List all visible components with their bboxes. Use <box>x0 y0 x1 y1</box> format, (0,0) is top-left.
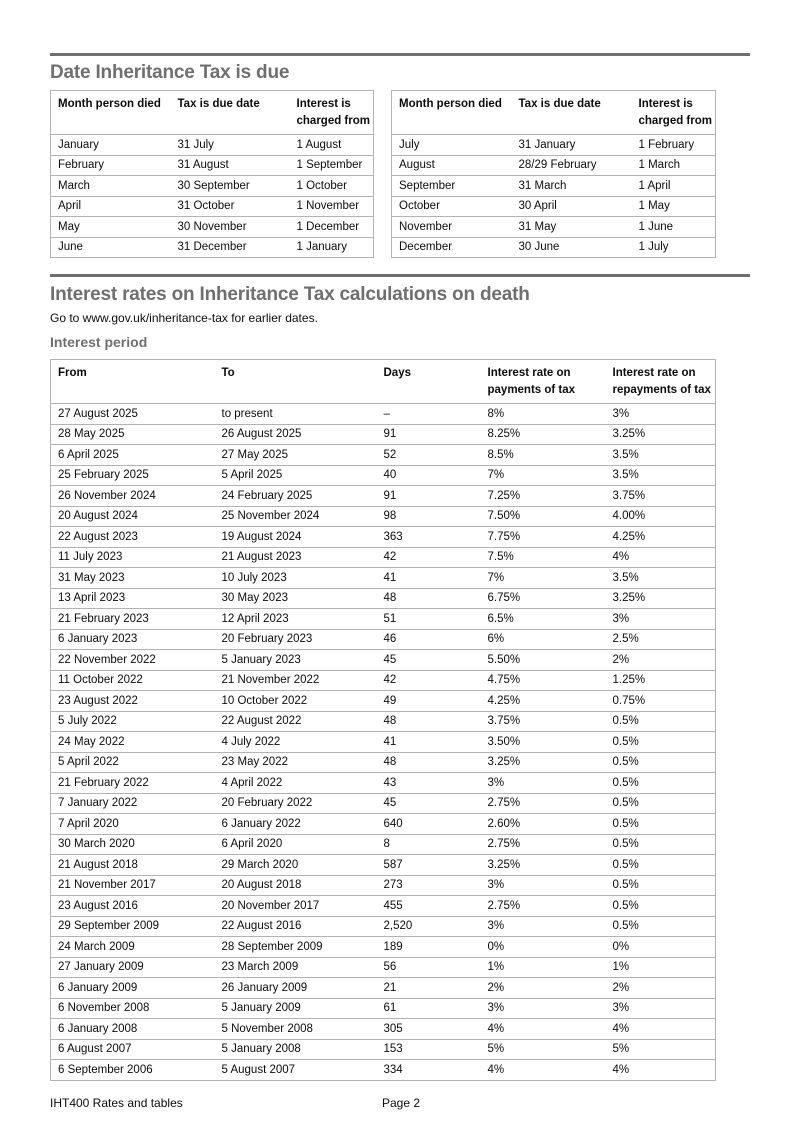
table-cell: 5 January 2009 <box>215 998 377 1019</box>
section-divider-middle <box>50 274 750 277</box>
table-row <box>51 650 716 671</box>
table-cell: 26 August 2025 <box>215 424 377 445</box>
table-cell: 6% <box>481 629 606 650</box>
table-cell: September <box>392 176 512 197</box>
table-cell: 22 August 2022 <box>215 711 377 732</box>
table-cell: 2.75% <box>481 834 606 855</box>
table-row <box>51 793 716 814</box>
table-cell: to present <box>215 404 377 425</box>
table-cell: 6 November 2008 <box>51 998 215 1019</box>
table-cell: 23 August 2016 <box>51 896 215 917</box>
table-cell: 3.25% <box>481 855 606 876</box>
table-row <box>51 814 716 835</box>
table-cell: 8 <box>377 834 481 855</box>
table-cell: 41 <box>377 732 481 753</box>
table-cell: 31 August <box>171 155 290 176</box>
table-cell: 21 August 2018 <box>51 855 215 876</box>
table-cell: 11 July 2023 <box>51 547 215 568</box>
table-cell: 5 April 2025 <box>215 465 377 486</box>
table-row <box>51 486 716 507</box>
table-cell: 2% <box>606 978 716 999</box>
table-cell: 0.5% <box>606 855 716 876</box>
table-row <box>51 404 716 425</box>
due-date-heading: Date Inheritance Tax is due <box>50 62 290 83</box>
header-tax-due-date: Tax is due date <box>518 98 601 110</box>
table-cell: 0.5% <box>606 875 716 896</box>
table-cell: 45 <box>377 793 481 814</box>
table-cell: 1 February <box>632 135 716 156</box>
table-cell: 5 July 2022 <box>51 711 215 732</box>
table-cell: 28 September 2009 <box>215 937 377 958</box>
table-cell: 27 January 2009 <box>51 957 215 978</box>
table-cell: 30 April <box>512 196 632 217</box>
table-cell: 31 October <box>171 196 290 217</box>
table-cell: 22 November 2022 <box>51 650 215 671</box>
table-cell: 7.75% <box>481 527 606 548</box>
table-cell: 7% <box>481 465 606 486</box>
table-cell: 26 November 2024 <box>51 486 215 507</box>
table-cell: 61 <box>377 998 481 1019</box>
table-cell: 8.5% <box>481 445 606 466</box>
table-cell: 0.5% <box>606 711 716 732</box>
table-row <box>51 732 716 753</box>
table-cell: 31 January <box>512 135 632 156</box>
header-interest-from: Interest is charged from <box>296 98 370 127</box>
table-cell: 5 November 2008 <box>215 1019 377 1040</box>
table-row <box>51 465 716 486</box>
table-cell: 22 August 2016 <box>215 916 377 937</box>
table-cell: 3% <box>481 773 606 794</box>
table-row <box>392 237 716 258</box>
table-cell: 6 January 2023 <box>51 629 215 650</box>
table-cell: November <box>392 217 512 238</box>
table-cell: 21 November 2022 <box>215 670 377 691</box>
table-row <box>51 834 716 855</box>
table-cell: 3.75% <box>606 486 716 507</box>
table-cell: 0.5% <box>606 773 716 794</box>
table-cell: 29 March 2020 <box>215 855 377 876</box>
table-cell: 24 February 2025 <box>215 486 377 507</box>
table-cell: 8% <box>481 404 606 425</box>
table-cell: 13 April 2023 <box>51 588 215 609</box>
table-cell: 25 February 2025 <box>51 465 215 486</box>
table-cell: 7.50% <box>481 506 606 527</box>
table-cell: 30 March 2020 <box>51 834 215 855</box>
table-cell: 8.25% <box>481 424 606 445</box>
table-cell: 0.5% <box>606 896 716 917</box>
table-cell: 20 February 2023 <box>215 629 377 650</box>
table-row <box>51 896 716 917</box>
table-cell: 3.5% <box>606 568 716 589</box>
interest-period-subheading: Interest period <box>50 334 148 350</box>
table-row <box>51 711 716 732</box>
table-cell: 5 January 2008 <box>215 1039 377 1060</box>
table-cell: 153 <box>377 1039 481 1060</box>
table-row <box>51 609 716 630</box>
table-cell: 28 May 2025 <box>51 424 215 445</box>
table-header-row <box>392 91 716 135</box>
table-cell: 31 July <box>171 135 290 156</box>
table-cell: 26 January 2009 <box>215 978 377 999</box>
table-row <box>392 176 716 197</box>
table-cell: 4% <box>606 547 716 568</box>
due-date-table-right <box>391 90 716 258</box>
table-cell: 5 August 2007 <box>215 1060 377 1081</box>
table-cell: 1 August <box>290 135 374 156</box>
table-row <box>392 135 716 156</box>
table-cell: 28/29 February <box>512 155 632 176</box>
table-header-row <box>51 91 374 135</box>
table-cell: 4.00% <box>606 506 716 527</box>
table-cell: 46 <box>377 629 481 650</box>
table-cell: 3% <box>481 916 606 937</box>
table-cell: 0.5% <box>606 834 716 855</box>
table-cell: 3.75% <box>481 711 606 732</box>
table-cell: 2.75% <box>481 793 606 814</box>
table-cell: 20 February 2022 <box>215 793 377 814</box>
header-days: Days <box>383 367 411 379</box>
table-cell: 91 <box>377 486 481 507</box>
table-cell: 22 August 2023 <box>51 527 215 548</box>
header-tax-due-date: Tax is due date <box>177 98 260 110</box>
table-cell: January <box>51 135 171 156</box>
header-from: From <box>58 367 87 379</box>
table-row <box>51 568 716 589</box>
table-cell: 23 March 2009 <box>215 957 377 978</box>
table-cell: 43 <box>377 773 481 794</box>
table-cell: 7.5% <box>481 547 606 568</box>
table-cell: 48 <box>377 711 481 732</box>
table-cell: 1% <box>481 957 606 978</box>
earlier-dates-note: Go to www.gov.uk/inheritance-tax for earlier dates. <box>50 311 318 325</box>
due-date-table-left <box>50 90 374 258</box>
footer-form-name: IHT400 Rates and tables <box>50 1096 183 1110</box>
table-cell: 30 November <box>171 217 290 238</box>
interest-rates-heading: Interest rates on Inheritance Tax calculations on death <box>50 284 530 305</box>
table-cell: 4% <box>606 1060 716 1081</box>
table-cell: 10 July 2023 <box>215 568 377 589</box>
table-cell: 3.5% <box>606 465 716 486</box>
table-cell: 3% <box>481 875 606 896</box>
table-cell: 7.25% <box>481 486 606 507</box>
table-row <box>51 998 716 1019</box>
table-row <box>51 237 374 258</box>
table-cell: 7 January 2022 <box>51 793 215 814</box>
table-cell: 31 December <box>171 237 290 258</box>
table-cell: 41 <box>377 568 481 589</box>
table-cell: 4.25% <box>481 691 606 712</box>
table-cell: 1 November <box>290 196 374 217</box>
table-cell: 2.5% <box>606 629 716 650</box>
table-cell: 2.75% <box>481 896 606 917</box>
table-row <box>51 752 716 773</box>
table-cell: 27 May 2025 <box>215 445 377 466</box>
table-row <box>51 670 716 691</box>
table-row <box>51 527 716 548</box>
table-row <box>51 1019 716 1040</box>
table-cell: 273 <box>377 875 481 896</box>
table-cell: 0.5% <box>606 752 716 773</box>
table-cell: 51 <box>377 609 481 630</box>
table-cell: 31 March <box>512 176 632 197</box>
table-cell: 3.25% <box>481 752 606 773</box>
table-cell: 363 <box>377 527 481 548</box>
table-cell: 2% <box>606 650 716 671</box>
header-to: To <box>221 367 235 379</box>
table-cell: 21 <box>377 978 481 999</box>
footer-page-number: Page 2 <box>382 1096 421 1110</box>
table-cell: 31 May 2023 <box>51 568 215 589</box>
table-cell: 6 April 2025 <box>51 445 215 466</box>
table-row <box>51 155 374 176</box>
table-row <box>51 629 716 650</box>
table-cell: 4 July 2022 <box>215 732 377 753</box>
table-cell: 23 August 2022 <box>51 691 215 712</box>
table-cell: 23 May 2022 <box>215 752 377 773</box>
table-cell: 1.25% <box>606 670 716 691</box>
table-cell: 5 January 2023 <box>215 650 377 671</box>
table-row <box>51 176 374 197</box>
table-cell: 30 May 2023 <box>215 588 377 609</box>
table-cell: – <box>377 404 481 425</box>
table-row <box>51 875 716 896</box>
table-row <box>51 506 716 527</box>
table-cell: 48 <box>377 588 481 609</box>
table-cell: 640 <box>377 814 481 835</box>
table-cell: 1 June <box>632 217 716 238</box>
table-cell: 3.25% <box>606 588 716 609</box>
table-cell: 3% <box>606 998 716 1019</box>
table-cell: 1 October <box>290 176 374 197</box>
table-cell: 0.75% <box>606 691 716 712</box>
table-row <box>51 445 716 466</box>
table-cell: 0.5% <box>606 814 716 835</box>
table-cell: 21 February 2023 <box>51 609 215 630</box>
table-row <box>51 424 716 445</box>
table-cell: 42 <box>377 670 481 691</box>
table-cell: 3% <box>606 609 716 630</box>
table-cell: October <box>392 196 512 217</box>
table-cell: 0% <box>606 937 716 958</box>
table-cell: 27 August 2025 <box>51 404 215 425</box>
section-divider-top <box>50 53 750 56</box>
table-cell: 0.5% <box>606 916 716 937</box>
table-cell: 21 November 2017 <box>51 875 215 896</box>
table-cell: 305 <box>377 1019 481 1040</box>
table-cell: 0% <box>481 937 606 958</box>
table-cell: 6.75% <box>481 588 606 609</box>
table-cell: 21 February 2022 <box>51 773 215 794</box>
table-cell: 25 November 2024 <box>215 506 377 527</box>
header-month-died: Month person died <box>58 98 161 110</box>
table-cell: 30 June <box>512 237 632 258</box>
table-cell: 587 <box>377 855 481 876</box>
table-cell: 30 September <box>171 176 290 197</box>
table-row <box>51 937 716 958</box>
header-rate-repayments: Interest rate on repayments of tax <box>612 367 711 396</box>
interest-rates-body <box>51 404 716 1081</box>
table-cell: 24 March 2009 <box>51 937 215 958</box>
table-row <box>51 1060 716 1081</box>
table-cell: 4% <box>481 1019 606 1040</box>
interest-rates-table <box>50 359 716 1081</box>
table-cell: 6 April 2020 <box>215 834 377 855</box>
table-cell: 6 January 2022 <box>215 814 377 835</box>
table-cell: 3% <box>606 404 716 425</box>
table-row <box>51 217 374 238</box>
table-row <box>51 916 716 937</box>
table-cell: 20 August 2024 <box>51 506 215 527</box>
table-cell: 5 April 2022 <box>51 752 215 773</box>
table-cell: 2.60% <box>481 814 606 835</box>
table-cell: 334 <box>377 1060 481 1081</box>
table-row <box>51 135 374 156</box>
table-cell: July <box>392 135 512 156</box>
table-row <box>51 957 716 978</box>
table-row <box>392 196 716 217</box>
table-row <box>392 217 716 238</box>
table-cell: 31 May <box>512 217 632 238</box>
table-cell: 4.75% <box>481 670 606 691</box>
table-cell: 48 <box>377 752 481 773</box>
header-interest-from: Interest is charged from <box>638 98 712 127</box>
table-cell: 24 May 2022 <box>51 732 215 753</box>
table-cell: 1 April <box>632 176 716 197</box>
table-cell: 20 August 2018 <box>215 875 377 896</box>
due-date-right-body <box>392 135 716 258</box>
table-row <box>51 1039 716 1060</box>
table-row <box>392 155 716 176</box>
table-cell: 4.25% <box>606 527 716 548</box>
table-cell: 455 <box>377 896 481 917</box>
table-cell: December <box>392 237 512 258</box>
table-cell: 49 <box>377 691 481 712</box>
table-cell: 0.5% <box>606 732 716 753</box>
table-row <box>51 855 716 876</box>
table-cell: June <box>51 237 171 258</box>
table-cell: 1 September <box>290 155 374 176</box>
table-row <box>51 547 716 568</box>
table-cell: 3.50% <box>481 732 606 753</box>
table-cell: 42 <box>377 547 481 568</box>
table-cell: February <box>51 155 171 176</box>
table-cell: 6 September 2006 <box>51 1060 215 1081</box>
table-cell: 1 January <box>290 237 374 258</box>
table-header-row <box>51 360 716 404</box>
table-cell: 19 August 2024 <box>215 527 377 548</box>
table-cell: April <box>51 196 171 217</box>
header-rate-payments: Interest rate on payments of tax <box>487 367 576 396</box>
table-cell: 1 December <box>290 217 374 238</box>
table-cell: 20 November 2017 <box>215 896 377 917</box>
table-cell: 6 January 2009 <box>51 978 215 999</box>
table-cell: 4 April 2022 <box>215 773 377 794</box>
table-row <box>51 978 716 999</box>
table-cell: August <box>392 155 512 176</box>
table-cell: 91 <box>377 424 481 445</box>
table-cell: May <box>51 217 171 238</box>
table-cell: 4% <box>481 1060 606 1081</box>
table-cell: 3% <box>481 998 606 1019</box>
table-row <box>51 773 716 794</box>
table-cell: 45 <box>377 650 481 671</box>
table-cell: 56 <box>377 957 481 978</box>
table-cell: 2,520 <box>377 916 481 937</box>
table-cell: 6 August 2007 <box>51 1039 215 1060</box>
table-cell: 21 August 2023 <box>215 547 377 568</box>
table-cell: 10 October 2022 <box>215 691 377 712</box>
table-cell: 1 March <box>632 155 716 176</box>
table-cell: 5% <box>606 1039 716 1060</box>
table-cell: 98 <box>377 506 481 527</box>
due-date-left-body <box>51 135 374 258</box>
table-cell: 1 July <box>632 237 716 258</box>
table-cell: 1% <box>606 957 716 978</box>
table-cell: 2% <box>481 978 606 999</box>
table-cell: 12 April 2023 <box>215 609 377 630</box>
table-cell: 1 May <box>632 196 716 217</box>
table-cell: 52 <box>377 445 481 466</box>
table-cell: 189 <box>377 937 481 958</box>
table-cell: 7% <box>481 568 606 589</box>
table-cell: 11 October 2022 <box>51 670 215 691</box>
table-cell: 5.50% <box>481 650 606 671</box>
table-cell: 0.5% <box>606 793 716 814</box>
header-month-died: Month person died <box>399 98 502 110</box>
table-cell: 4% <box>606 1019 716 1040</box>
table-cell: 40 <box>377 465 481 486</box>
table-cell: 3.5% <box>606 445 716 466</box>
table-cell: 29 September 2009 <box>51 916 215 937</box>
table-row <box>51 196 374 217</box>
table-cell: 6.5% <box>481 609 606 630</box>
table-cell: 5% <box>481 1039 606 1060</box>
table-cell: 7 April 2020 <box>51 814 215 835</box>
table-cell: 6 January 2008 <box>51 1019 215 1040</box>
table-row <box>51 588 716 609</box>
table-row <box>51 691 716 712</box>
table-cell: 3.25% <box>606 424 716 445</box>
table-cell: March <box>51 176 171 197</box>
